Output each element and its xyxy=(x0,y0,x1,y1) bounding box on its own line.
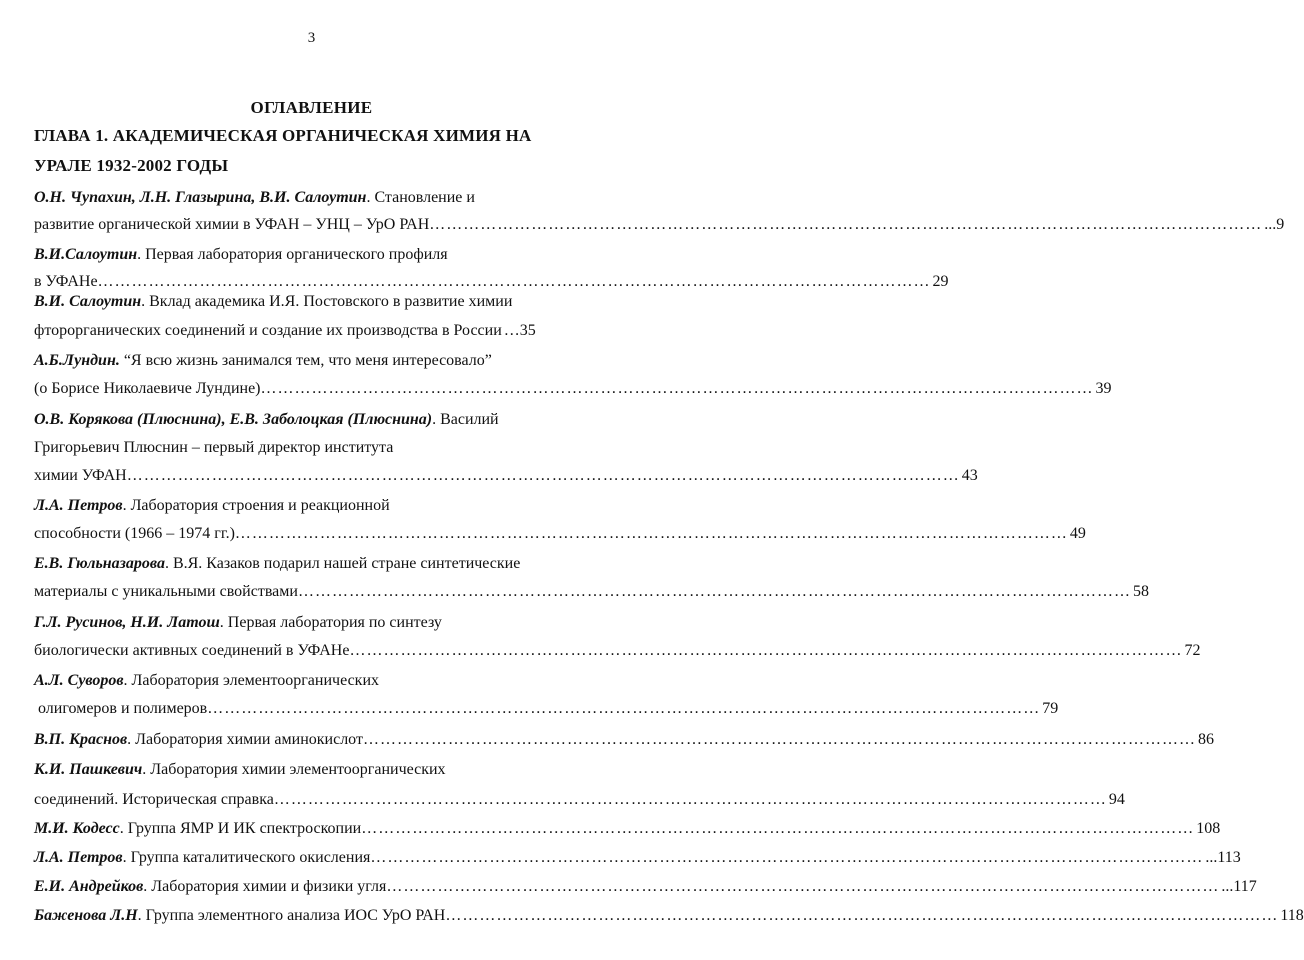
entry-title: . Лаборатория химии и физики угля xyxy=(143,878,387,895)
entry-title-cont: (о Борисе Николаевиче Лундине) xyxy=(34,380,261,397)
entry-page-prefix: ... xyxy=(1221,878,1234,895)
toc-entry-13 xyxy=(34,849,1241,867)
entry-author: Е.В. Гюльназарова xyxy=(34,555,165,572)
entry-author: М.И. Кодесс xyxy=(34,820,120,837)
toc-entry-3-line-2 xyxy=(34,322,586,340)
entry-page-number: 118 xyxy=(1280,907,1304,924)
entry-page-number: 29 xyxy=(932,273,949,290)
entry-title-cont: олигомеров и полимеров xyxy=(34,700,208,717)
entry-title: . Василий xyxy=(432,411,499,428)
entry-title-cont: развитие органической химии в УФАН – УНЦ – УрО РАН xyxy=(34,216,430,233)
entry-page-number: 43 xyxy=(961,467,978,484)
entry-page-prefix: ... xyxy=(1205,849,1218,866)
dot-leader: ………………………………………………………………………………………………………………………………… xyxy=(97,273,931,290)
entry-page-number: 58 xyxy=(1132,583,1149,600)
entry-page-number: 86 xyxy=(1197,731,1214,748)
dot-leader: ………………………………………………………………………………………………………………………………… xyxy=(260,380,1094,397)
entry-title-cont: биологически активных соединений в УФАНе xyxy=(34,642,350,659)
page-number: 3 xyxy=(307,30,316,46)
entry-page-number: 9 xyxy=(1276,216,1285,233)
entry-author: Г.Л. Русинов, Н.И. Латош xyxy=(34,614,220,631)
entry-page-number: 117 xyxy=(1233,878,1257,895)
dot-leader: ………………………………………………………………………………………………………………………………… xyxy=(362,731,1196,748)
toc-entry-4-line-2 xyxy=(34,380,1112,398)
entry-author: О.В. Корякова (Плюснина), Е.В. Заболоцкая (Плюснина) xyxy=(34,411,433,428)
dot-leader: ………………………………………………………………………………………………………………………………… xyxy=(297,583,1131,600)
entry-title-cont: химии УФАН xyxy=(34,467,127,484)
entry-title: . Лаборатория химии аминокислот xyxy=(127,731,363,748)
entry-title: . Лаборатория химии элементоорганических xyxy=(142,761,446,778)
toc-entry-4-line-1 xyxy=(34,352,586,370)
entry-title: . Группа элементного анализа ИОС УрО РАН xyxy=(137,907,446,924)
dot-leader: ………………………………………………………………………………………………………………………………… xyxy=(429,216,1263,233)
entry-author: Баженова Л.Н xyxy=(34,907,138,924)
toc-entry-9-line-1 xyxy=(34,672,586,690)
toc-entry-8-line-1 xyxy=(34,614,586,632)
toc-heading: ОГЛАВЛЕНИЕ xyxy=(250,98,373,117)
toc-entry-2-line-2 xyxy=(34,273,949,291)
toc-entry-14 xyxy=(34,878,1257,896)
chapter-title-line-2: УРАЛЕ 1932-2002 ГОДЫ xyxy=(34,156,229,175)
entry-page-number: 49 xyxy=(1069,525,1086,542)
entry-title: . Лаборатория элементоорганических xyxy=(123,672,380,689)
toc-entry-6-line-1 xyxy=(34,497,586,515)
entry-author: Л.А. Петров xyxy=(34,497,123,514)
entry-title: . Группа каталитического окисления xyxy=(122,849,371,866)
toc-entry-12 xyxy=(34,820,1221,838)
entry-author: А.Л. Суворов xyxy=(34,672,124,689)
toc-entry-11-line-1 xyxy=(34,761,586,779)
dot-leader: ………………………………………………………………………………………………………………………………… xyxy=(207,700,1041,717)
entry-title-cont: соединений. Историческая справка xyxy=(34,791,274,808)
toc-entry-7-line-2 xyxy=(34,583,1149,601)
toc-entry-3-line-1 xyxy=(34,293,586,311)
entry-title-cont: способности (1966 – 1974 гг.) xyxy=(34,525,235,542)
entry-author: Л.А. Петров xyxy=(34,849,123,866)
dot-leader: ………………………………………………………………………………………………………………………………… xyxy=(386,878,1220,895)
toc-entry-1-line-2 xyxy=(34,216,1285,234)
toc-entry-9-line-2 xyxy=(34,700,1059,718)
entry-title: . Лаборатория строения и реакционной xyxy=(122,497,390,514)
entry-title: . Вклад академика И.Я. Постовского в развитие химии xyxy=(141,293,513,310)
toc-entry-5-line-2 xyxy=(34,439,586,457)
toc-entry-15 xyxy=(34,907,1304,925)
toc-entry-2-line-1 xyxy=(34,246,586,264)
entry-title: . В.Я. Казаков подарил нашей стране синтетические xyxy=(164,555,521,572)
entry-title-cont: материалы с уникальными свойствами xyxy=(34,583,298,600)
entry-page-number: 79 xyxy=(1042,700,1059,717)
dot-leader: ………………………………………………………………………………………………………………………………… xyxy=(361,820,1195,837)
entry-page-prefix: … xyxy=(503,322,520,339)
entry-page-number: 113 xyxy=(1217,849,1241,866)
entry-author: Е.И. Андрейков xyxy=(34,878,144,895)
toc-entry-1-line-1 xyxy=(34,189,586,207)
toc-entry-11-line-2 xyxy=(34,791,1125,809)
entry-page-prefix: ... xyxy=(1264,216,1277,233)
entry-author: К.И. Пашкевич xyxy=(34,761,143,778)
dot-leader: ………………………………………………………………………………………………………………………………… xyxy=(273,791,1107,808)
dot-leader: ………………………………………………………………………………………………………………………………… xyxy=(370,849,1204,866)
entry-title-cont: фторорганических соединений и создание их производства в России xyxy=(34,322,502,339)
entry-author: А.Б.Лундин. xyxy=(34,352,120,369)
dot-leader: ………………………………………………………………………………………………………………………………… xyxy=(445,907,1279,924)
dot-leader: ………………………………………………………………………………………………………………………………… xyxy=(234,525,1068,542)
entry-author: В.И.Салоутин xyxy=(34,246,138,263)
entry-title: . Первая лаборатория по синтезу xyxy=(219,614,442,631)
dot-leader: ………………………………………………………………………………………………………………………………… xyxy=(349,642,1183,659)
entry-title-cont: Григорьевич Плюснин – первый директор института xyxy=(34,439,394,456)
entry-page-number: 72 xyxy=(1184,642,1201,659)
entry-title: . Становление и xyxy=(366,189,475,206)
entry-title-cont: в УФАНе xyxy=(34,273,98,290)
entry-title: . Группа ЯМР И ИК спектроскопии xyxy=(119,820,362,837)
dot-leader: ………………………………………………………………………………………………………………………………… xyxy=(126,467,960,484)
toc-entry-5-line-3 xyxy=(34,467,978,485)
toc-entry-6-line-2 xyxy=(34,525,1086,543)
toc-entry-10 xyxy=(34,731,1214,749)
entry-page-number: 35 xyxy=(519,322,536,339)
toc-entry-5-line-1 xyxy=(34,411,586,429)
entry-page-number: 108 xyxy=(1196,820,1221,837)
entry-author: В.П. Краснов xyxy=(34,731,128,748)
entry-author: В.И. Салоутин xyxy=(34,293,142,310)
entry-title: . Первая лаборатория органического профиля xyxy=(137,246,448,263)
toc-entry-8-line-2 xyxy=(34,642,1201,660)
entry-page-number: 39 xyxy=(1095,380,1112,397)
chapter-title-line-1: ГЛАВА 1. АКАДЕМИЧЕСКАЯ ОРГАНИЧЕСКАЯ ХИМИЯ НА xyxy=(34,126,532,145)
entry-page-number: 94 xyxy=(1108,791,1125,808)
entry-title: “Я всю жизнь занимался тем, что меня интересовало” xyxy=(119,352,492,369)
toc-entry-7-line-1 xyxy=(34,555,586,573)
entry-author: О.Н. Чупахин, Л.Н. Глазырина, В.И. Салоутин xyxy=(34,189,367,206)
